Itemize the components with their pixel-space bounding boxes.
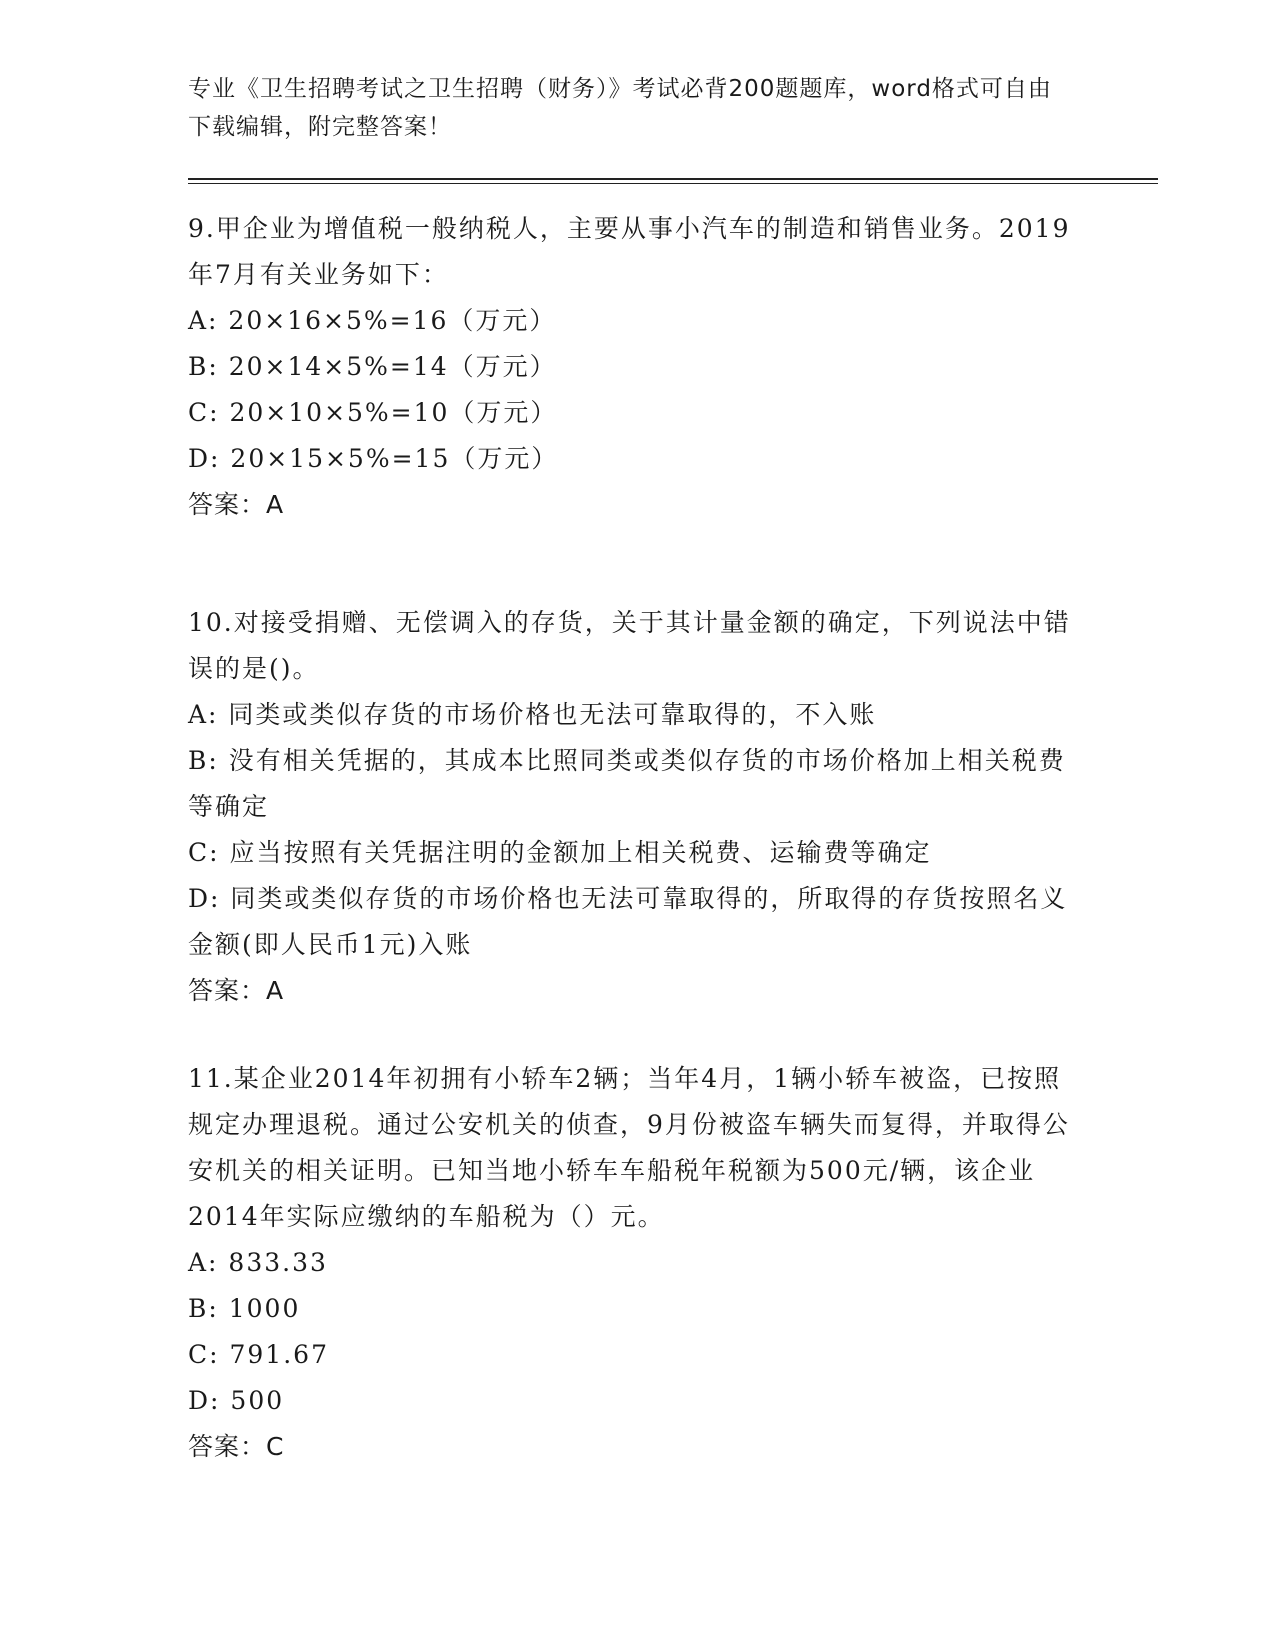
- question-11: [188, 1056, 1088, 1470]
- option-a: A: 833.33: [188, 1248, 328, 1277]
- question-stem: 11.某企业2014年初拥有小轿车2辆；当年4月，1辆小轿车被盗，已按照规定办理退税。通过公安机关的侦查，9月份被盗车辆失而复得，并取得公安机关的相关证明。已知当地小轿车车船税年税额为500元/辆，该企业2014年实际应缴纳的车船税为（）元。: [188, 1064, 1070, 1231]
- answer: 答案：A: [188, 976, 285, 1005]
- question-9: [188, 206, 1088, 528]
- option-c: C: 791.67: [188, 1340, 329, 1369]
- document-header: 专业《卫生招聘考试之卫生招聘（财务）》考试必背200题题库，word格式可自由下载编辑，附完整答案！: [188, 76, 1052, 140]
- option-a: A: 同类或类似存货的市场价格也无法可靠取得的，不入账: [188, 700, 877, 729]
- question-stem: 10.对接受捐赠、无偿调入的存货，关于其计量金额的确定，下列说法中错误的是()。: [188, 608, 1071, 683]
- header-divider-thick: [188, 178, 1158, 180]
- answer: 答案：A: [188, 490, 285, 519]
- option-d: D: 20×15×5%=15（万元）: [188, 444, 559, 473]
- header-divider-thin: [188, 183, 1158, 184]
- option-d: D: 500: [188, 1386, 285, 1415]
- option-c: C: 应当按照有关凭据注明的金额加上相关税费、运输费等确定: [188, 838, 932, 867]
- option-c: C: 20×10×5%=10（万元）: [188, 398, 558, 427]
- answer: 答案：C: [188, 1432, 285, 1461]
- option-a: A: 20×16×5%=16（万元）: [188, 306, 557, 335]
- question-stem: 9.甲企业为增值税一般纳税人，主要从事小汽车的制造和销售业务。2019年7月有关业务如下：: [188, 214, 1071, 289]
- question-10: [188, 600, 1088, 1014]
- option-b: B: 20×14×5%=14（万元）: [188, 352, 557, 381]
- option-b: B: 1000: [188, 1294, 301, 1323]
- option-b: B: 没有相关凭据的，其成本比照同类或类似存货的市场价格加上相关税费等确定: [188, 746, 1066, 821]
- option-d: D: 同类或类似存货的市场价格也无法可靠取得的，所取得的存货按照名义金额(即人民币1元)入账: [188, 884, 1068, 959]
